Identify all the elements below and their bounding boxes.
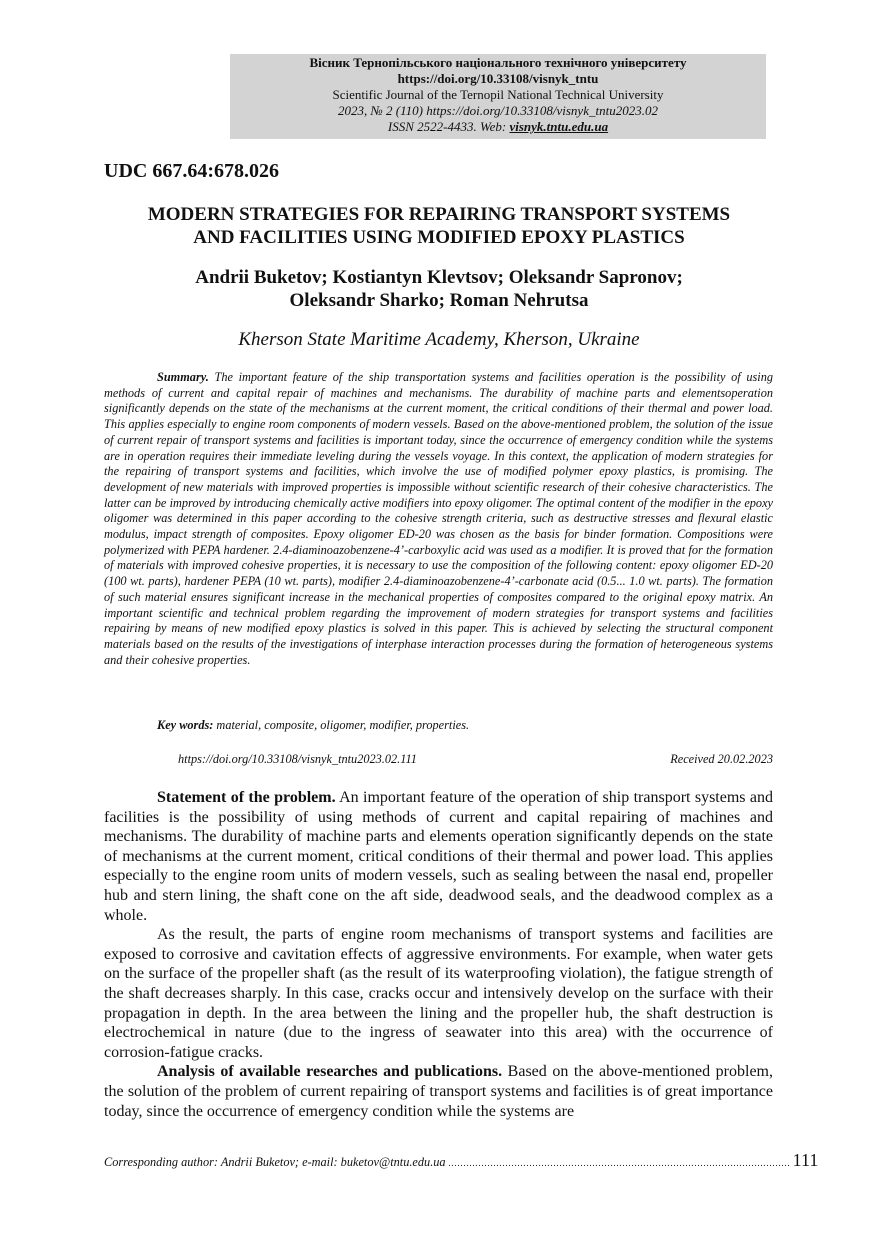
paper-title xyxy=(104,203,774,249)
body-section-statement xyxy=(104,788,773,1121)
paragraph-text: Based on the above-mentioned problem, the solution of the problem of current repairing of transport systems and facilities is of great importance today, since the occurrence of emergency condition while the systems are xyxy=(104,1063,773,1120)
journal-name-ukrainian: Вісник Тернопільського національного технічного університету xyxy=(309,55,687,70)
page-number: 111 xyxy=(792,1150,819,1170)
journal-header-box xyxy=(230,54,766,139)
summary-paragraph xyxy=(104,370,773,668)
journal-website-link[interactable]: visnyk.tntu.edu.ua xyxy=(509,119,609,134)
paragraph-text: An important feature of the operation of ship transport systems and facilities is the possibility of using methods of current and capital repairing of machines and mechanisms. The durability of machine parts and elements operation significantly depends on the state of mechanisms at the current moment, critical conditions of their thermal and power load. This applies especially to the engine room units of modern vessels, such as sealing between the nasal end, propeller hub and stern lining, the shaft cone on the aft side, deadwood seals, and the deadwood complex as a whole. xyxy=(104,789,774,924)
paragraph-analysis xyxy=(104,1062,773,1121)
udc-code: UDC 667.64:678.026 xyxy=(104,160,279,182)
journal-issue-info: 2023, № 2 (110) https://doi.org/10.33108/visnyk_tntu2023.02 xyxy=(338,103,658,118)
footer-leader-dots: …………………………………………………………………………………………………… xyxy=(448,1158,791,1168)
summary-text: The important feature of the ship transportation systems and facilities operation is the possibility of using methods of current and capital repair of machines and mechanisms. The durability of machine parts and elementsoperation significantly depends on the state of the mechanisms at the current moment, the critical conditions of their thermal and power load. This applies especially to engine room components of modern vessels. Based on the above-mentioned problem, the solution of the issue of current repair of transport systems and facilities is important today, since the occurrence of emergency condition while the systems are in operation requires their immediate leveling during the vessels voyage. In this context, the application of modern strategies for the repairing of transport systems and facilities, which involve the use of modified polymer epoxy plastics, is promising. The development of new materials with improved properties is impossible without scientific research of their cohesive characteristics. The latter can be improved by introducing chemically active modifiers into epoxy oligomer. The optimal content of the modifier in the epoxy oligomer was determined in this paper according to the cohesive strength criteria, such as destructive stresses and flexural elastic modulus, impact strength of composites. Epoxy oligomer ED-20 was chosen as the basis for binder formation. Compositions were polymerized with PEPA hardener. 2.4-diaminoazobenzene-4’-carboxylic acid was used as a modifier. It is proved that for the formation of materials with improved cohesive properties, it is necessary to use the composition of the following content: epoxy oligomer ED-20 (100 wt. parts), hardener PEPA (10 wt. parts), modifier 2.4-diaminoazobenzene-4’-carbonate acid (0.5... 1.0 wt. parts). The formation of such material ensures significant increase in the mechanical properties of composites compared to the original epoxy matrix. An important scientific and technical problem regarding the improvement of modern strategies for transport systems and facilities repairing by means of new modified epoxy plastics is solved in this paper. This is achieved by selecting the structural component materials based on the results of the investigations of interphase interaction processes during the formation of heterogeneous systems and their cohesive properties. xyxy=(104,370,773,667)
keywords-label: Key words: xyxy=(157,718,214,732)
title-line-2: AND FACILITIES USING MODIFIED EPOXY PLASTICS xyxy=(193,227,685,248)
keywords-text: material, composite, oligomer, modifier, properties. xyxy=(213,718,470,732)
authors-line-2: Oleksandr Sharko; Roman Nehrutsa xyxy=(289,290,589,311)
corresponding-author: Corresponding author: Andrii Buketov; e-mail: buketov@tntu.edu.ua xyxy=(104,1155,446,1169)
authors xyxy=(104,266,774,312)
section-heading-statement: Statement of the problem. xyxy=(157,789,336,806)
paragraph-statement-of-problem xyxy=(104,788,773,925)
issn-text: ISSN 2522-4433. Web: xyxy=(387,119,510,134)
journal-name-english: Scientific Journal of the Ternopil National Technical University xyxy=(332,87,664,102)
keywords-line xyxy=(104,718,773,733)
received-date: Received 20.02.2023 xyxy=(670,752,773,766)
journal-doi-link[interactable]: https://doi.org/10.33108/visnyk_tntu xyxy=(397,71,599,86)
paragraph-consequences xyxy=(104,925,773,1062)
section-heading-analysis: Analysis of available researches and publications. xyxy=(157,1063,503,1081)
summary-label: Summary. xyxy=(157,370,209,384)
page-footer xyxy=(104,1150,819,1171)
authors-line-1: Andrii Buketov; Kostiantyn Klevtsov; Oleksandr Sapronov; xyxy=(195,267,683,288)
article-doi-link[interactable]: https://doi.org/10.33108/visnyk_tntu2023.02.111 xyxy=(178,752,417,766)
title-line-1: MODERN STRATEGIES FOR REPAIRING TRANSPORT SYSTEMS xyxy=(147,204,731,225)
affiliation: Kherson State Maritime Academy, Kherson, Ukraine xyxy=(238,329,640,350)
journal-issn-line xyxy=(230,119,766,135)
paragraph-text: As the result, the parts of engine room mechanisms of transport systems and facilities are exposed to corrosive and cavitation effects of aggressive environments. For example, when water gets on the surface of the propeller shaft (as the result of its waterproofing violation), the fatigue strength of the shaft decreases sharply. In this case, cracks occur and intensively develop on the surface with their propagation in depth. In the area between the lining and the propeller hub, the shaft destruction is electrochemical in nature (due to the ingress of seawater into this area) with the occurrence of corrosion-fatigue cracks. xyxy=(104,926,773,1061)
